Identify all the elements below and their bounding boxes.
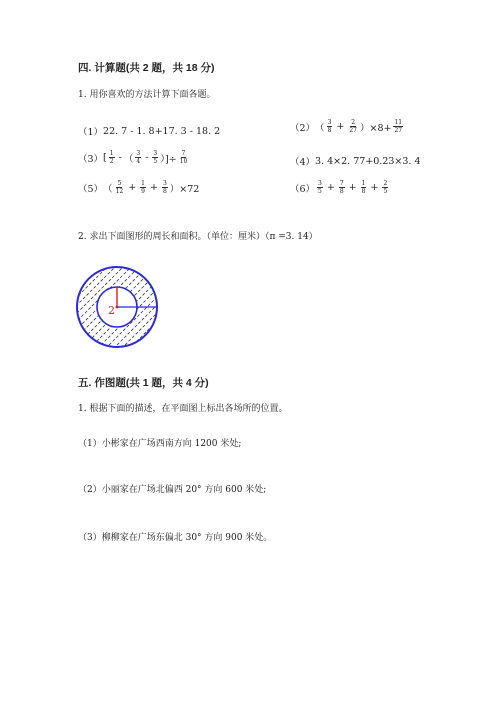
fraction: $\frac{1}{9}$ bbox=[141, 180, 145, 195]
fraction: $\frac{1}{8}$ bbox=[361, 180, 366, 195]
problem-6-label: （6） bbox=[290, 183, 316, 195]
problem-5-label: （5） bbox=[78, 183, 104, 195]
plus-sign: + bbox=[348, 182, 357, 193]
hatch-line bbox=[72, 262, 88, 352]
hatch-line bbox=[158, 262, 162, 352]
section5-title: 五. 作图题(共 1 题，共 4 分) bbox=[78, 377, 209, 389]
annulus-figure bbox=[72, 262, 162, 352]
section4-title: 四. 计算题(共 2 题，共 18 分) bbox=[78, 62, 215, 74]
paren-close: ）×8+ bbox=[360, 122, 392, 134]
problem-5 bbox=[78, 180, 199, 195]
location-item-1: （1）小彬家在广场西南方向 1200 米处; bbox=[78, 439, 242, 449]
section5-q1-prompt: 1. 根据下面的描述，在平面图上标出各场所的位置。 bbox=[78, 404, 288, 414]
fraction: $\frac{2}{5}$ bbox=[383, 180, 388, 195]
q2-prompt: 2. 求出下面图形的周长和面积。（单位：厘米）（π =3. 14） bbox=[78, 232, 318, 242]
plus-sign: + bbox=[336, 121, 345, 132]
problem-4-expr: 3. 4×2. 77+0.23×3. 4 bbox=[315, 155, 421, 167]
fraction: $\frac{3}{5}$ bbox=[318, 180, 322, 195]
paren-close: ）×72 bbox=[169, 183, 200, 195]
problem-1 bbox=[78, 124, 220, 138]
fraction: $\frac{11}{27}$ bbox=[394, 119, 403, 134]
fraction: $\frac{2}{27}$ bbox=[349, 119, 357, 134]
minus-sign: - bbox=[118, 152, 122, 163]
paren-open: （ bbox=[103, 183, 113, 195]
problem-4 bbox=[290, 154, 421, 168]
fraction: $\frac{1}{2}$ bbox=[109, 150, 114, 165]
location-item-3: （3）柳柳家在广场东偏北 30° 方向 900 米处。 bbox=[78, 533, 273, 543]
location-item-2: （2）小丽家在广场北偏西 20° 方向 600 米处; bbox=[78, 485, 267, 495]
problem-2-label: （2） bbox=[290, 122, 316, 134]
plus-sign: + bbox=[128, 182, 137, 193]
problem-1-expr: 22. 7 - 1. 8+17. 3 - 18. 2 bbox=[103, 125, 221, 137]
problem-4-label: （4） bbox=[290, 157, 316, 168]
paren-close: ）]÷ bbox=[160, 153, 177, 165]
paren-open: （ bbox=[315, 122, 325, 134]
fraction: $\frac{3}{8}$ bbox=[162, 180, 167, 195]
problem-3-label: （3） bbox=[78, 153, 104, 165]
bracket-open: [ bbox=[103, 152, 107, 163]
minus-sign: - bbox=[145, 152, 149, 163]
radius-label: 2 bbox=[108, 304, 115, 317]
fraction: $\frac{3}{8}$ bbox=[327, 119, 332, 134]
fraction: $\frac{3}{5}$ bbox=[153, 150, 158, 165]
fraction: $\frac{7}{8}$ bbox=[339, 180, 344, 195]
problem-3 bbox=[78, 150, 190, 165]
plus-sign: + bbox=[326, 182, 335, 193]
center-point bbox=[116, 306, 119, 309]
fraction: $\frac{5}{12}$ bbox=[115, 180, 124, 195]
plus-sign: + bbox=[150, 182, 158, 193]
fraction: $\frac{3}{4}$ bbox=[136, 150, 141, 165]
problem-1-label: （1） bbox=[78, 127, 104, 138]
problem-6 bbox=[290, 180, 390, 195]
paren-open: （ bbox=[123, 153, 134, 165]
fraction: $\frac{7}{10}$ bbox=[179, 150, 188, 165]
q1-prompt: 1. 用你喜欢的方法计算下面各题。 bbox=[78, 90, 216, 100]
plus-sign: + bbox=[370, 182, 379, 193]
problem-2 bbox=[290, 119, 405, 134]
